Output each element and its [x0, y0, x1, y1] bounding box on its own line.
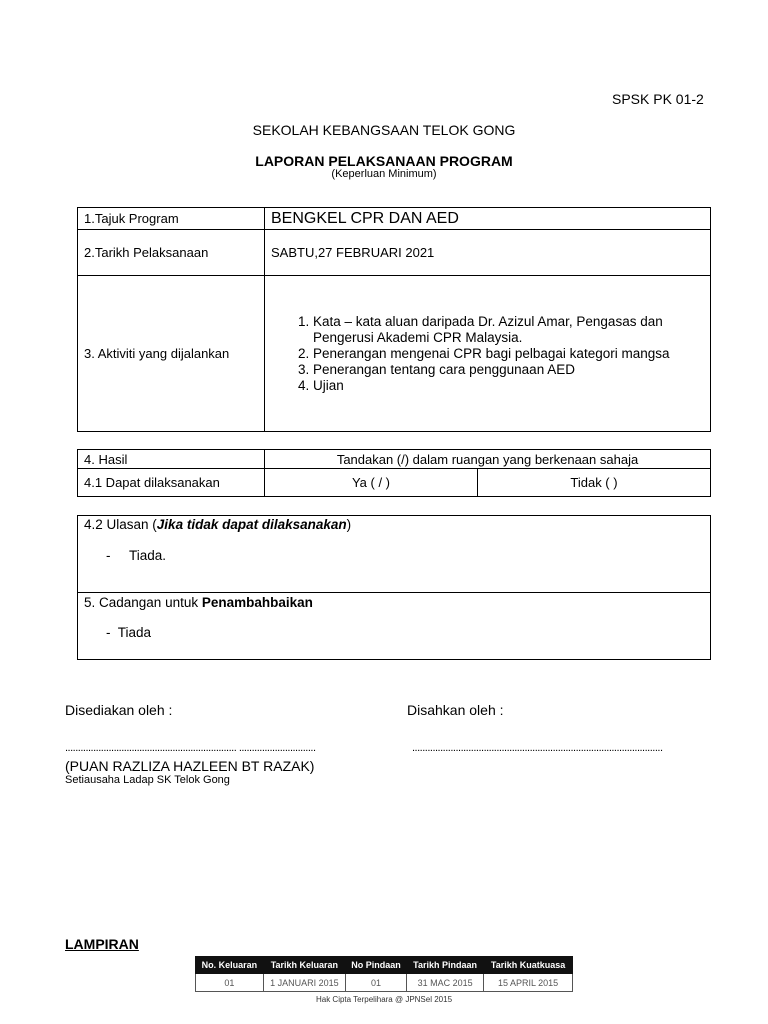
revision-header: No Pindaan [346, 957, 407, 974]
revision-value: 01 [346, 974, 407, 992]
prepared-by-role: Setiausaha Ladap SK Telok Gong [65, 774, 230, 786]
review-text: - Tiada. [106, 548, 167, 563]
school-name: SEKOLAH KEBANGSAAN TELOK GONG [252, 122, 516, 138]
result-table [77, 449, 711, 497]
revision-value: 15 APRIL 2015 [484, 974, 573, 992]
activities-list [271, 314, 704, 394]
program-title-value: BENGKEL CPR DAN AED [265, 208, 711, 230]
suggestion-label: 5. Cadangan untuk Penambahbaikan [84, 595, 313, 610]
review-suggestion-box [77, 515, 711, 660]
suggestion-label-bold: Penambahbaikan [201, 595, 313, 610]
program-activities-label: 3. Aktiviti yang dijalankan [78, 276, 265, 432]
activity-item: 2. Penerangan mengenai CPR bagi pelbagai kategori mangsa [313, 346, 704, 362]
result-header-row [78, 450, 711, 469]
appendix-label: LAMPIRAN [65, 936, 139, 952]
review-label: 4.2 Ulasan (Jika tidak dapat dilaksanakan) [84, 517, 352, 532]
revision-table [195, 956, 573, 992]
result-yes-checkbox[interactable]: Ya ( / ) [265, 469, 478, 497]
revision-value: 31 MAC 2015 [407, 974, 484, 992]
revision-header: Tarikh Keluaran [263, 957, 345, 974]
prepared-by-label: Disediakan oleh : [65, 702, 173, 718]
prepared-by-name: (PUAN RAZLIZA HAZLEEN BT RAZAK) [65, 758, 315, 774]
revision-value-row [196, 974, 573, 992]
activity-item: 3. Penerangan tentang cara penggunaan AED [313, 362, 704, 378]
revision-value: 01 [196, 974, 264, 992]
program-activities-cell [265, 276, 711, 432]
revision-header: No. Keluaran [196, 957, 264, 974]
approved-by-label: Disahkan oleh : [407, 702, 504, 718]
revision-header: Tarikh Pindaan [407, 957, 484, 974]
report-title: LAPORAN PELAKSANAAN PROGRAM [255, 153, 513, 169]
program-activities-row [78, 276, 711, 432]
program-date-label: 2.Tarikh Pelaksanaan [78, 230, 265, 276]
review-section [78, 516, 710, 593]
program-title-row [78, 208, 711, 230]
program-title-label: 1.Tajuk Program [78, 208, 265, 230]
program-date-value: SABTU,27 FEBRUARI 2021 [265, 230, 711, 276]
result-instruction: Tandakan (/) dalam ruangan yang berkenaan sahaja [265, 450, 711, 469]
program-details-table [77, 207, 711, 432]
result-no-checkbox[interactable]: Tidak ( ) [478, 469, 711, 497]
activity-item: 4. Ujian [313, 378, 704, 394]
revision-value: 1 JANUARI 2015 [263, 974, 345, 992]
report-subtitle: (Keperluan Minimum) [331, 168, 437, 180]
suggestion-text: - Tiada [106, 625, 152, 640]
copyright-notice: Hak Cipta Terpelihara @ JPNSel 2015 [315, 995, 453, 1004]
document-code: SPSK PK 01-2 [612, 91, 704, 107]
revision-header-row [196, 957, 573, 974]
program-date-row [78, 230, 711, 276]
prepared-signature-line: ................................................................... .............................. [65, 742, 316, 754]
approved-signature-line: .................................................................................................. [412, 742, 663, 754]
result-done-row [78, 469, 711, 497]
activity-item: 1. Kata – kata aluan daripada Dr. Azizul Amar, Pengasas dan Pengerusi Akademi CPR Malaysia. [313, 314, 704, 346]
revision-header: Tarikh Kuatkuasa [484, 957, 573, 974]
review-label-condition: Jika tidak dapat dilaksanakan [156, 517, 347, 532]
result-label: 4. Hasil [78, 450, 265, 469]
result-done-label: 4.1 Dapat dilaksanakan [78, 469, 265, 497]
